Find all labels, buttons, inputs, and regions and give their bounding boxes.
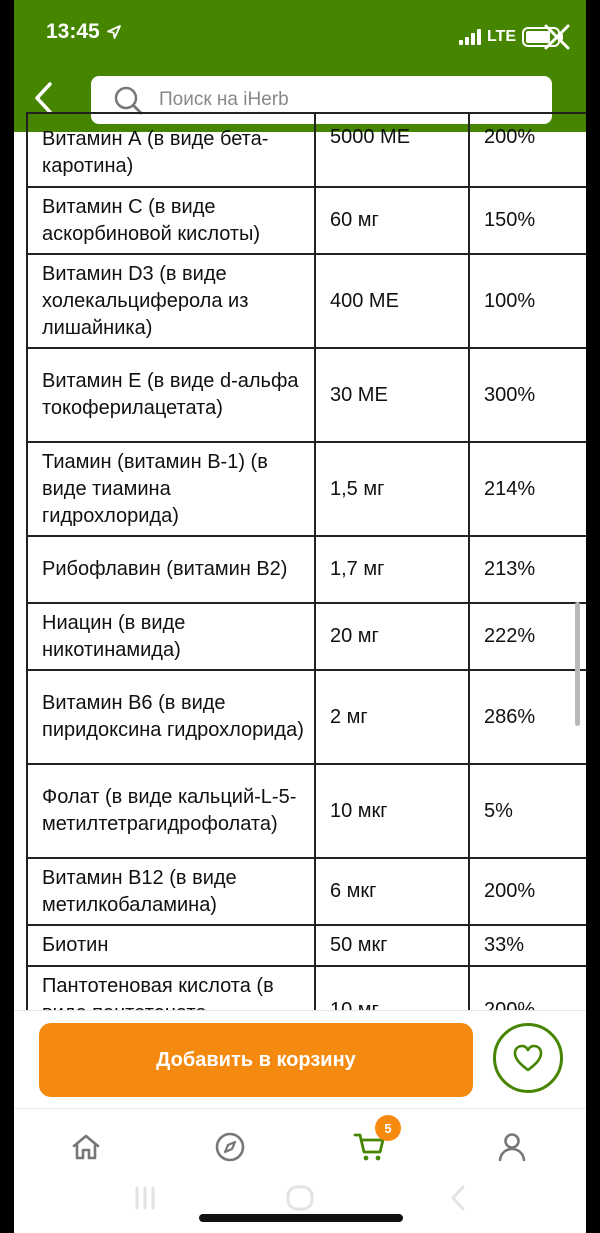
nutrient-amount: 60 мг — [315, 187, 469, 254]
nutrient-daily-value: 213% — [469, 536, 586, 603]
nutrient-name: Фолат (в виде кальций-L-5-метилтетрагидрофолата) — [27, 764, 315, 858]
nutrient-name: Витамин B12 (в виде метилкобаламина) — [27, 858, 315, 925]
cart-count-badge: 5 — [375, 1115, 401, 1141]
search-icon — [113, 85, 143, 115]
scrollbar[interactable] — [575, 602, 580, 726]
nutrient-amount: 30 МЕ — [315, 348, 469, 442]
nutrient-name: Витамин А (в виде бета-каротина) — [27, 113, 315, 187]
user-icon — [496, 1131, 528, 1163]
nutrient-daily-value: 300% — [469, 348, 586, 442]
nutrient-amount: 2 мг — [315, 670, 469, 764]
table-row — [27, 442, 586, 536]
nutrient-name: Ниацин (в виде никотинамида) — [27, 603, 315, 670]
nutrient-daily-value: 100% — [469, 254, 586, 348]
recent-apps-icon[interactable] — [132, 1186, 158, 1210]
nutrient-daily-value: 222% — [469, 603, 586, 670]
location-arrow-icon — [106, 24, 122, 40]
status-indicators — [459, 22, 572, 52]
clock: 13:45 — [46, 20, 100, 43]
nutrient-daily-value: 200% — [469, 113, 586, 187]
home-icon — [70, 1131, 102, 1163]
system-home-icon[interactable] — [285, 1184, 315, 1212]
nutrient-daily-value: 200% — [469, 858, 586, 925]
battery-icon — [522, 25, 566, 49]
nutrient-daily-value: 5% — [469, 764, 586, 858]
table-row — [27, 603, 586, 670]
nutrient-name: Витамин E (в виде d-альфа токоферилацетата) — [27, 348, 315, 442]
table-row — [27, 254, 586, 348]
nutrient-amount: 1,5 мг — [315, 442, 469, 536]
add-to-cart-button[interactable]: Добавить в корзину — [39, 1023, 473, 1097]
heart-icon — [512, 1043, 544, 1073]
nutrient-amount: 5000 МЕ — [315, 113, 469, 187]
nutrient-daily-value: 33% — [469, 925, 586, 966]
search-input[interactable] — [157, 88, 501, 112]
nav-account[interactable] — [487, 1127, 537, 1167]
nutrient-amount: 10 мкг — [315, 764, 469, 858]
wishlist-button[interactable] — [493, 1023, 563, 1093]
nutrient-name: Тиамин (витамин B-1) (в виде тиамина гидрохлорида) — [27, 442, 315, 536]
nutrient-amount: 1,7 мг — [315, 536, 469, 603]
nutrient-amount: 400 МЕ — [315, 254, 469, 348]
nutrient-name: Витамин C (в виде аскорбиновой кислоты) — [27, 187, 315, 254]
nutrient-name: Витамин D3 (в виде холекальциферола из лишайника) — [27, 254, 315, 348]
chevron-left-icon — [32, 80, 56, 116]
home-indicator[interactable] — [199, 1214, 403, 1222]
phone-screen — [14, 0, 586, 1232]
table-row — [27, 670, 586, 764]
status-time — [46, 20, 122, 44]
system-navigation — [14, 1162, 586, 1232]
table-row — [27, 187, 586, 254]
nav-cart[interactable] — [345, 1120, 395, 1167]
nutrient-daily-value: 286% — [469, 670, 586, 764]
nutrient-daily-value: 150% — [469, 187, 586, 254]
table-row — [27, 348, 586, 442]
nutrient-amount: 50 мкг — [315, 925, 469, 966]
network-type: LTE — [486, 28, 516, 45]
nutrient-amount: 6 мкг — [315, 858, 469, 925]
table-row — [27, 925, 586, 966]
nutrient-daily-value: 214% — [469, 442, 586, 536]
system-back-icon[interactable] — [448, 1184, 468, 1212]
nav-home[interactable] — [61, 1127, 111, 1167]
nutrient-name: Рибофлавин (витамин B2) — [27, 536, 315, 603]
compass-icon — [214, 1131, 246, 1163]
table-row — [27, 113, 586, 187]
nutrient-name: Пантотеновая кислота (в — [27, 966, 315, 1060]
table-row — [27, 764, 586, 858]
purchase-bar — [14, 1010, 586, 1109]
nav-explore[interactable] — [205, 1127, 255, 1167]
table-row — [27, 858, 586, 925]
table-row — [27, 536, 586, 603]
supplement-facts[interactable] — [14, 126, 586, 1010]
nutrient-name: Биотин — [27, 925, 315, 966]
nutrient-name: Витамин B6 (в виде пиридоксина гидрохлорида) — [27, 670, 315, 764]
nutrient-table — [26, 112, 586, 1061]
nutrient-amount: 20 мг — [315, 603, 469, 670]
signal-icon — [459, 29, 481, 45]
